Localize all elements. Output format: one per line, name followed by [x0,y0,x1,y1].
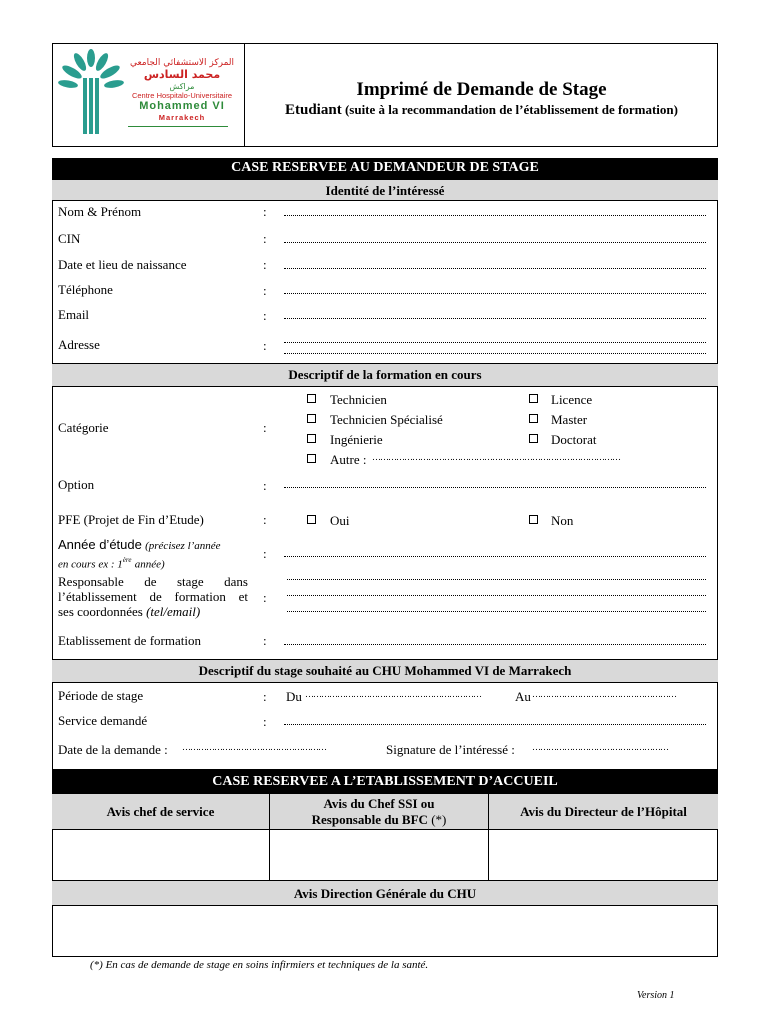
colon: : [263,512,267,527]
label-categorie: Catégorie [58,420,109,435]
logo-arabic-3: مراكش [169,82,195,91]
page-subtitle [245,102,718,119]
logo-arabic-2: محمد السادس [143,68,221,81]
logo-line-3: Marrakech [158,113,206,122]
label-au: Au [515,689,531,704]
option-input[interactable] [284,486,706,488]
colon: : [263,590,267,605]
checkbox-ingenierie[interactable] [307,434,316,443]
responsable-input-2[interactable] [287,594,706,596]
colon: : [263,283,267,298]
footnote: (*) En cas de demande de stage en soins infirmiers et techniques de la santé. [90,959,429,971]
annee-note-3: année) [134,558,165,571]
option-technicien-specialise: Technicien Spécialisé [330,412,443,427]
label-service: Service demandé [58,713,148,728]
logo-underline [128,126,228,127]
label-etablissement: Etablissement de formation [58,633,201,648]
chu-logo [56,46,242,144]
checkbox-autre[interactable] [307,454,316,463]
colon: : [263,689,267,704]
label-periode: Période de stage [58,688,144,703]
option-non: Non [551,513,574,528]
label-pfe: PFE (Projet de Fin d’Etude) [58,512,204,527]
option-ingenierie: Ingénierie [330,432,383,447]
option-licence: Licence [551,392,593,407]
avis-chef-ssi-header [270,796,488,828]
stage-title: Descriptif du stage souhaité au CHU Mohammed VI de Marrakech [52,659,718,683]
subtitle-bold: Etudiant [285,102,342,118]
adresse-input-1[interactable] [284,341,706,343]
formation-title: Descriptif de la formation en cours [52,363,718,387]
logo-arabic-1: المركز الاستشفائي الجامعي [129,58,235,68]
avis-chef-ssi-field[interactable] [270,831,487,879]
resp-line-3 [58,604,248,619]
service-input[interactable] [284,723,706,725]
colon: : [263,546,267,561]
subtitle-rest: (suite à la recommandation de l’établissement de formation) [344,102,678,117]
etablissement-input[interactable] [284,643,706,645]
adresse-input-2[interactable] [284,352,706,354]
date-demande-input[interactable]: ……………………………………………… [182,742,326,752]
label-annee [58,538,258,571]
avis-chef-ssi-line-1: Avis du Chef SSI ou [323,796,435,811]
avis-directeur-field[interactable] [489,831,717,879]
au-input[interactable]: ……………………………………………… [532,689,676,699]
avis-chef-service-header: Avis chef de service [106,804,215,819]
version-label: Version 1 [637,990,675,1001]
resp-line-2: l’établissement de formation et [58,589,248,604]
colon: : [263,257,267,272]
checkbox-licence[interactable] [529,394,538,403]
annee-input[interactable] [284,555,706,557]
checkbox-technicien-specialise[interactable] [307,414,316,423]
option-autre: Autre : [330,452,367,467]
avis-direction-field[interactable] [53,907,717,956]
label-adresse: Adresse [58,337,100,352]
colon: : [263,633,267,648]
label-option: Option [58,477,95,492]
colon: : [263,714,267,729]
checkbox-doctorat[interactable] [529,434,538,443]
avis-chef-ssi-star: (*) [431,812,447,827]
email-input[interactable] [284,317,706,319]
logo-line-1: Centre Hospitalo-Universitaire [131,91,233,100]
label-nom: Nom & Prénom [58,204,142,219]
palm-tree-icon [58,48,124,138]
annee-note-1: (précisez l’année [145,540,221,552]
avis-chef-ssi-line-2-wrap [270,812,488,828]
resp-line-3-italic: (tel/email) [146,604,201,619]
section-demandeur-title: CASE RESERVEE AU DEMANDEUR DE STAGE [52,158,718,179]
option-oui: Oui [330,513,350,528]
cin-input[interactable] [284,241,706,243]
identite-title: Identité de l’intéressé [52,179,718,201]
checkbox-non[interactable] [529,515,538,524]
avis-chef-service-field[interactable] [53,831,268,879]
colon: : [263,420,267,435]
du-input[interactable]: ………………………………………………………… [305,689,481,699]
responsable-input-1[interactable] [287,578,706,580]
responsable-input-3[interactable] [287,610,706,612]
label-naissance: Date et lieu de naissance [58,257,187,272]
label-signature: Signature de l’intéressé : [386,742,515,757]
checkbox-technicien[interactable] [307,394,316,403]
telephone-input[interactable] [284,292,706,294]
colon: : [263,478,267,493]
resp-line-3-plain: ses coordonnées [58,604,143,619]
label-date-demande: Date de la demande : [58,742,168,757]
logo-line-2: Mohammed VI [139,100,225,112]
label-email: Email [58,307,90,322]
option-master: Master [551,412,588,427]
naissance-input[interactable] [284,267,706,269]
signature-input[interactable]: …………………………………………… [532,742,668,752]
label-responsable [58,574,248,619]
autre-input[interactable]: ………………………………………………………………………………… [372,452,620,462]
annee-note-sup: ère [122,556,132,564]
annee-main: Année d’étude [58,537,142,552]
checkbox-oui[interactable] [307,515,316,524]
annee-note-2: en cours ex : 1 [58,558,123,571]
nom-input[interactable] [284,214,706,216]
colon: : [263,231,267,246]
page-title: Imprimé de Demande de Stage [356,79,607,100]
label-telephone: Téléphone [58,282,113,297]
colon: : [263,338,267,353]
direction-generale-title: Avis Direction Générale du CHU [52,880,718,906]
option-technicien: Technicien [330,392,387,407]
colon: : [263,308,267,323]
avis-directeur-header: Avis du Directeur de l’Hôpital [520,804,687,819]
colon: : [263,204,267,219]
label-du: Du [286,689,302,704]
label-cin: CIN [58,231,81,246]
section-accueil-title: CASE RESERVEE A L’ETABLISSEMENT D’ACCUEIL [52,769,718,794]
resp-line-1: Responsable de stage dans [58,574,248,589]
checkbox-master[interactable] [529,414,538,423]
option-doctorat: Doctorat [551,432,597,447]
avis-chef-ssi-line-2: Responsable du BFC [311,812,428,827]
